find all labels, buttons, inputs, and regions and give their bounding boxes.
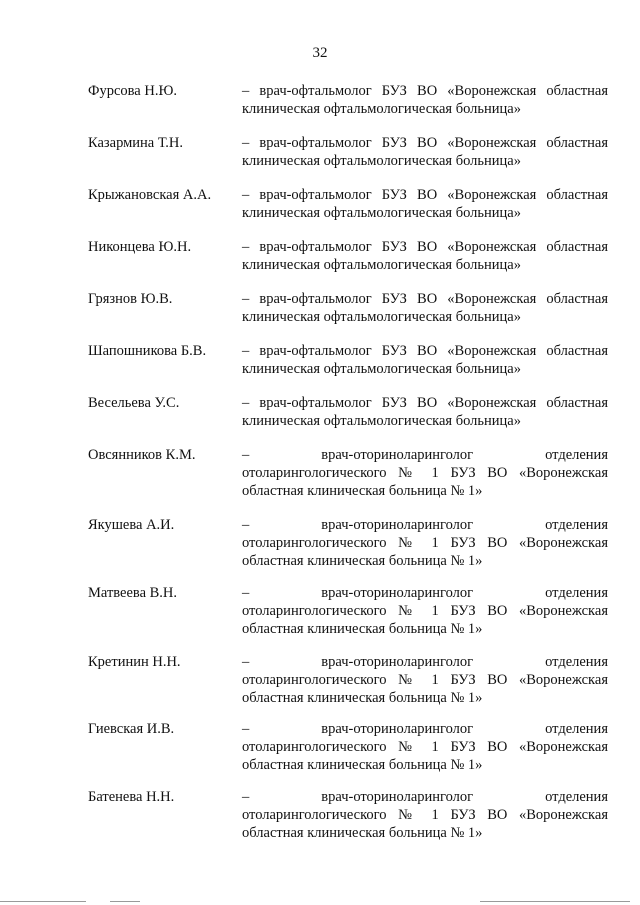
person-name: Якушева А.И. [88, 517, 175, 533]
person-name: Гиевская И.В. [88, 721, 175, 737]
person-name: Шапошникова Б.В. [88, 343, 207, 359]
person-name: Фурсова Н.Ю. [88, 83, 177, 99]
person-position: – врач-оториноларинголог отделения отоларингологического № 1 БУЗ ВО «Воронежская областная клиническая больница № 1» [242, 654, 608, 706]
footer-segment [110, 901, 140, 902]
person-position: – врач-офтальмолог БУЗ ВО «Воронежская областная клиническая офтальмологическая больница» [242, 291, 608, 325]
person-position: – врач-оториноларинголог отделения отоларингологического № 1 БУЗ ВО «Воронежская областная клиническая больница № 1» [242, 721, 608, 773]
person-position: – врач-оториноларинголог отделения отоларингологического № 1 БУЗ ВО «Воронежская областная клиническая больница № 1» [242, 585, 608, 637]
page-number: 32 [312, 45, 328, 61]
person-name: Весельева У.С. [88, 395, 180, 411]
person-name: Кретинин Н.Н. [88, 654, 181, 670]
person-position: – врач-оториноларинголог отделения отоларингологического № 1 БУЗ ВО «Воронежская областная клиническая больница № 1» [242, 517, 608, 569]
person-name: Никонцева Ю.Н. [88, 239, 192, 255]
person-position: – врач-офтальмолог БУЗ ВО «Воронежская областная клиническая офтальмологическая больница» [242, 343, 608, 377]
footer-scan-line [0, 900, 640, 903]
person-position: – врач-оториноларинголог отделения отоларингологического № 1 БУЗ ВО «Воронежская областная клиническая больница № 1» [242, 447, 608, 499]
person-name: Казармина Т.Н. [88, 135, 183, 151]
person-name: Грязнов Ю.В. [88, 291, 173, 307]
person-position: – врач-офтальмолог БУЗ ВО «Воронежская областная клиническая офтальмологическая больница» [242, 187, 608, 221]
person-name: Крыжановская А.А. [88, 187, 212, 203]
person-name: Матвеева В.Н. [88, 585, 178, 601]
footer-segment [480, 901, 630, 902]
person-position: – врач-офтальмолог БУЗ ВО «Воронежская областная клиническая офтальмологическая больница» [242, 239, 608, 273]
person-name: Овсянников К.М. [88, 447, 196, 463]
person-position: – врач-офтальмолог БУЗ ВО «Воронежская областная клиническая офтальмологическая больница» [242, 395, 608, 429]
person-position: – врач-оториноларинголог отделения отоларингологического № 1 БУЗ ВО «Воронежская областная клиническая больница № 1» [242, 789, 608, 841]
footer-segment [0, 901, 86, 902]
person-position: – врач-офтальмолог БУЗ ВО «Воронежская областная клиническая офтальмологическая больница» [242, 135, 608, 169]
person-name: Батенева Н.Н. [88, 789, 175, 805]
person-position: – врач-офтальмолог БУЗ ВО «Воронежская областная клиническая офтальмологическая больница» [242, 83, 608, 117]
